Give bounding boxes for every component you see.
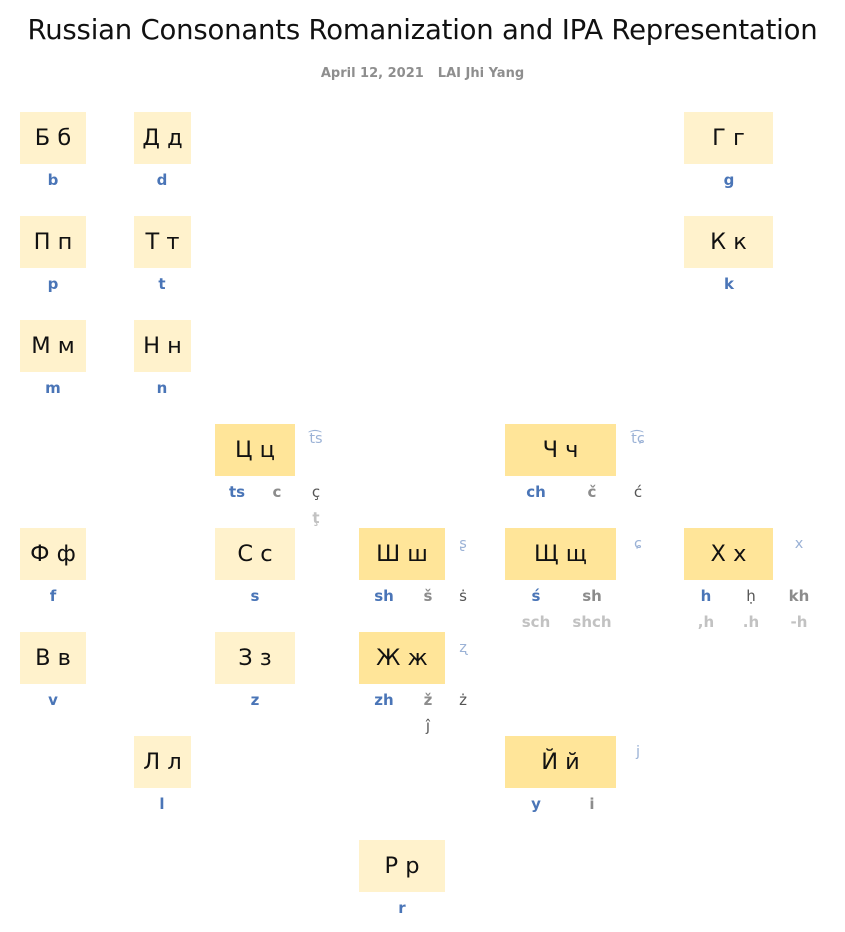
romanization-shch-alt3: shch — [572, 613, 612, 631]
romanization-zh-alt2: ż — [459, 691, 467, 709]
letter-tile-kh: Х х — [684, 528, 773, 580]
romanization-t: t — [158, 275, 166, 293]
romanization-ts: ts — [228, 483, 246, 501]
romanization-zh-alt3: ĵ — [425, 717, 431, 735]
romanization-ts-alt2: ç — [311, 483, 321, 501]
romanization-z: z — [250, 691, 260, 709]
letter-tile-s: С с — [215, 528, 295, 580]
letter-tile-r: Р р — [359, 840, 445, 892]
letter-tile-n: Н н — [134, 320, 191, 372]
letter-tile-b: Б б — [20, 112, 86, 164]
romanization-kh: h — [700, 587, 712, 605]
romanization-shch: ś — [531, 587, 541, 605]
letter-tile-y: Й й — [505, 736, 616, 788]
letter-tile-v: В в — [20, 632, 86, 684]
ipa-ts: t͡s — [309, 431, 323, 447]
romanization-kh-alt4: .h — [742, 613, 760, 631]
author-name: LAI Jhi Yang — [437, 66, 525, 81]
romanization-d: d — [156, 171, 168, 189]
letter-tile-d: Д д — [134, 112, 191, 164]
romanization-kh-alt2: kh — [788, 587, 810, 605]
letter-tile-m: М м — [20, 320, 86, 372]
romanization-ts-alt1: c — [272, 483, 282, 501]
ipa-ch: t͡ɕ — [631, 431, 645, 447]
romanization-zh: zh — [374, 691, 394, 709]
chart-meta — [0, 66, 845, 81]
romanization-zh-alt1: ž — [423, 691, 433, 709]
romanization-ch: ch — [526, 483, 546, 501]
romanization-k: k — [724, 275, 734, 293]
romanization-kh-alt1: ḥ — [746, 587, 756, 605]
romanization-shch-alt2: sch — [521, 613, 551, 631]
letter-tile-ch: Ч ч — [505, 424, 616, 476]
letter-tile-z: З з — [215, 632, 295, 684]
publish-date: April 12, 2021 — [320, 66, 424, 81]
romanization-g: g — [723, 171, 735, 189]
letter-tile-l: Л л — [134, 736, 191, 788]
ipa-sh: ʂ — [459, 536, 467, 552]
letter-tile-sh: Ш ш — [359, 528, 445, 580]
letter-tile-ts: Ц ц — [215, 424, 295, 476]
romanization-sh: sh — [374, 587, 394, 605]
ipa-y: j — [635, 744, 641, 760]
letter-tile-f: Ф ф — [20, 528, 86, 580]
romanization-ch-alt2: ć — [633, 483, 643, 501]
romanization-l: l — [159, 795, 165, 813]
romanization-n: n — [156, 379, 168, 397]
romanization-p: p — [47, 275, 59, 293]
ipa-shch: ɕ — [634, 536, 642, 552]
letter-tile-t: Т т — [134, 216, 191, 268]
letter-tile-g: Г г — [684, 112, 773, 164]
romanization-kh-alt3: ,h — [697, 613, 715, 631]
romanization-shch-alt1: sh — [582, 587, 602, 605]
romanization-sh-alt1: š — [423, 587, 433, 605]
romanization-ch-alt1: č — [587, 483, 597, 501]
romanization-f: f — [49, 587, 57, 605]
romanization-b: b — [47, 171, 59, 189]
romanization-s: s — [250, 587, 260, 605]
letter-tile-k: К к — [684, 216, 773, 268]
romanization-y-alt1: i — [589, 795, 595, 813]
romanization-r: r — [398, 899, 406, 917]
letter-tile-p: П п — [20, 216, 86, 268]
romanization-ts-alt3: ţ — [312, 509, 320, 527]
romanization-m: m — [45, 379, 61, 397]
chart-title: Russian Consonants Romanization and IPA Representation — [27, 14, 818, 46]
romanization-sh-alt2: ṡ — [459, 587, 467, 605]
ipa-kh: x — [794, 536, 804, 552]
romanization-kh-alt5: -h — [790, 613, 808, 631]
ipa-zh: ʐ — [459, 640, 467, 656]
letter-tile-shch: Щ щ — [505, 528, 616, 580]
romanization-y: y — [531, 795, 541, 813]
romanization-v: v — [48, 691, 58, 709]
letter-tile-zh: Ж ж — [359, 632, 445, 684]
